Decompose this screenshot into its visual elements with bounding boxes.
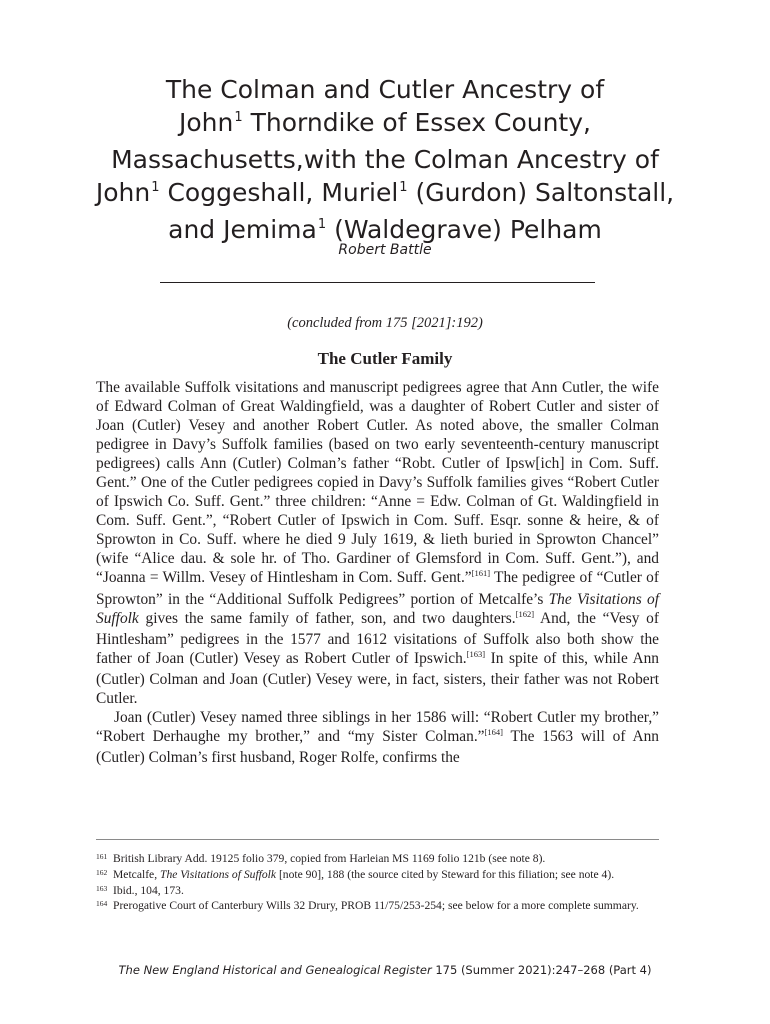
author-name: Robert Battle bbox=[338, 242, 432, 258]
title-text: and Jemima bbox=[168, 215, 317, 244]
footnotes bbox=[96, 851, 659, 914]
footnote bbox=[96, 851, 659, 867]
footnote-ref-163[interactable]: [163] bbox=[466, 648, 486, 659]
generation-superscript: 1 bbox=[234, 109, 243, 125]
paragraph-text: The 1563 will of Ann (Cutler) Colman’s first husband, Roger Rolfe, confirms the bbox=[96, 727, 660, 766]
title-text: (Gurdon) Saltonstall, bbox=[415, 177, 675, 207]
generation-superscript: 1 bbox=[399, 179, 408, 195]
footnote-number: 161 bbox=[96, 852, 108, 861]
continuation-note: (concluded from 175 [2021]:192) bbox=[287, 315, 483, 331]
book-title: The Visitations of Suffolk bbox=[96, 590, 659, 627]
footnote-italic: The Visitations of Suffolk bbox=[160, 867, 277, 881]
paragraph-text: gives the same family of father, son, and two daughters. bbox=[138, 609, 516, 627]
running-footer bbox=[0, 963, 770, 977]
section-heading: The Cutler Family bbox=[317, 349, 453, 368]
footnote-text: Metcalfe, bbox=[113, 867, 160, 881]
footnote bbox=[96, 898, 659, 914]
footnote-text: Ibid., 104, 173. bbox=[113, 883, 184, 897]
paragraph-text: The pedigree of “Cutler of Sprowton” in the “Additional Suffolk Pedigrees” portion of Metcalfe’s bbox=[96, 569, 659, 608]
footnote bbox=[96, 867, 659, 883]
footnote-ref-161[interactable]: [161] bbox=[471, 568, 491, 579]
footnote-ref-162[interactable]: [162] bbox=[515, 608, 535, 619]
title-text: (Waldegrave) Pelham bbox=[334, 215, 602, 244]
footnote-number: 162 bbox=[96, 867, 108, 877]
title-text: John bbox=[179, 107, 234, 137]
title-text: Thorndike of Essex County, bbox=[250, 107, 591, 137]
footnote-divider bbox=[96, 839, 659, 840]
generation-superscript: 1 bbox=[317, 217, 327, 232]
title-text: Coggeshall, Muriel bbox=[167, 177, 399, 207]
footnote-text: British Library Add. 19125 folio 379, copied from Harleian MS 1169 folio 121b (see note 8). bbox=[113, 852, 546, 865]
issue-citation: 175 (Summer 2021):247–268 (Part 4) bbox=[431, 963, 652, 977]
footnote-number: 163 bbox=[96, 883, 108, 893]
footnote-ref-164[interactable]: [164] bbox=[484, 726, 503, 737]
footnote-text: [note 90], 188 (the source cited by Steward for this filiation; see note 4). bbox=[276, 867, 615, 881]
footnote bbox=[96, 883, 659, 899]
paragraph-text: The available Suffolk visitations and manuscript pedigrees agree that Ann Cutler, the wife of Edward Colman of Great Waldingfield, was a daughter of Robert Cutler and sister of Joan (Cutler) Vesey and another Robert Cutler. As noted above, the smaller Colman pedigree in Davy’s Suffolk families (based on two early seventeenth-century manuscript pedigrees) calls Ann (Cutler) Colman’s father “Robt. Cutler of Ipsw[ich] in Com. Suff. Gent.” One of the Cutler pedigrees copied in Davy’s Suffolk families gives “Robert Cutler of Ipswich Co. Suff. Gent.” three children: “Anne = Edw. Colman of Gt. Waldingfield in Com. Suff. Gent.”, “Robert Cutler of Ipswich in Com. Suff. Esqr. sonne & heire, & of Sprowton in Co. Suff. where he died 9 July 1619, & lieth buried in Sprowton Chancel” (wife “Alice dau. & sole hr. of Tho. Gardiner of Glemsford in Com. Suff. Gent.”), and “Joanna = Willm. Vesey of Hintlesham in Com. Suff. Gent.” bbox=[96, 379, 659, 587]
paragraph bbox=[96, 378, 659, 708]
footnote-number: 164 bbox=[96, 899, 108, 909]
article-title bbox=[60, 74, 710, 252]
journal-name: The New England Historical and Genealogical Register bbox=[118, 963, 432, 977]
paragraph-text: In spite of this, while Ann (Cutler) Colman and Joan (Cutler) Vesey were, in fact, sisters, their father was not Robert Cutler. bbox=[96, 649, 659, 707]
paragraph-text: Joan (Cutler) Vesey named three siblings in her 1586 will: “Robert Cutler my brother,” “Robert Derhaughe my brother,” and “my Sister Colman.” bbox=[96, 708, 659, 745]
title-divider bbox=[160, 282, 595, 283]
title-line: Massachusetts,with the Colman Ancestry of bbox=[111, 145, 659, 174]
title-line: The Colman and Cutler Ancestry of bbox=[165, 75, 605, 104]
paragraph-text: And, the “Vesy of Hintlesham” pedigrees in the 1577 and 1612 visitations of Suffolk also both show the father of Joan (Cutler) Vesey as Robert Cutler of Ipswich. bbox=[96, 609, 659, 667]
paragraph bbox=[96, 708, 659, 767]
title-text: John bbox=[95, 177, 151, 207]
footnote-text: Prerogative Court of Canterbury Wills 32 Drury, PROB 11/75/253-254; see below for a more complete summary. bbox=[113, 899, 639, 913]
generation-superscript: 1 bbox=[151, 179, 160, 195]
article-body bbox=[96, 378, 659, 767]
